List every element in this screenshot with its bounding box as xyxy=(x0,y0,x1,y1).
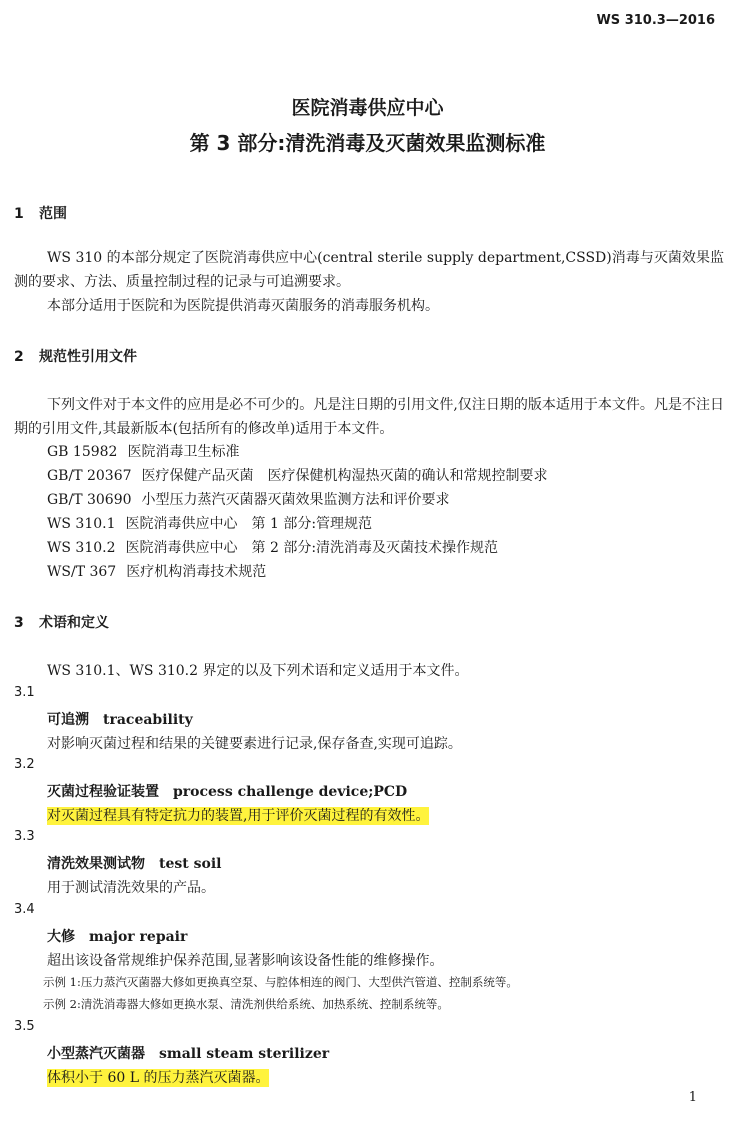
term-example: 示例 2:清洗消毒器大修如更换水泵、清洗剂供给系统、加热系统、控制系统等。 xyxy=(43,997,449,1011)
term-definition-highlighted xyxy=(47,805,429,825)
term-number: 3.1 xyxy=(14,685,35,700)
term-definition: 对影响灭菌过程和结果的关键要素进行记录,保存备查,实现可追踪。 xyxy=(47,736,462,752)
reference-title: 医疗保健产品灭菌 医疗保健机构湿热灭菌的确认和常规控制要求 xyxy=(141,468,548,484)
term-definition: 超出该设备常规维护保养范围,显著影响该设备性能的维修操作。 xyxy=(47,953,444,969)
term-english: small steam sterilizer xyxy=(159,1046,330,1062)
term-number: 3.4 xyxy=(14,902,35,917)
term-heading xyxy=(47,1043,329,1063)
section-number: 1 xyxy=(14,206,24,222)
reference-item xyxy=(47,537,498,557)
reference-title: 医院消毒供应中心 第 2 部分:清洗消毒及灭菌技术操作规范 xyxy=(125,540,499,556)
section-1-paragraph-2: 本部分适用于医院和为医院提供消毒灭菌服务的消毒服务机构。 xyxy=(47,298,439,314)
term-heading xyxy=(47,926,187,946)
term-definition-highlighted xyxy=(47,1067,269,1087)
term-number: 3.2 xyxy=(14,757,35,772)
term-number: 3.3 xyxy=(14,829,35,844)
reference-item xyxy=(47,561,266,581)
reference-item xyxy=(47,513,372,533)
term-number: 3.5 xyxy=(14,1019,35,1034)
section-number: 2 xyxy=(14,349,24,365)
term-chinese: 灭菌过程验证装置 xyxy=(47,784,159,800)
reference-title: 医院消毒卫生标准 xyxy=(127,444,240,460)
section-title: 规范性引用文件 xyxy=(39,349,137,365)
reference-code: GB 15982 xyxy=(47,444,118,460)
reference-code: GB/T 20367 xyxy=(47,468,132,484)
term-definition: 用于测试清洗效果的产品。 xyxy=(47,880,215,896)
term-chinese: 小型蒸汽灭菌器 xyxy=(47,1046,145,1062)
reference-code: WS/T 367 xyxy=(47,564,117,580)
section-title: 范围 xyxy=(39,206,67,222)
highlight-marker: 体积小于 60 L 的压力蒸汽灭菌器。 xyxy=(47,1070,270,1086)
term-english: process challenge device;PCD xyxy=(173,784,408,800)
section-number: 3 xyxy=(14,615,24,631)
document-title-line2: 第 3 部分:清洗消毒及灭菌效果监测标准 xyxy=(189,131,546,155)
reference-title: 医疗机构消毒技术规范 xyxy=(126,564,267,580)
standard-code: WS 310.3—2016 xyxy=(596,13,715,28)
term-chinese: 大修 xyxy=(47,929,75,945)
section-1-paragraph-1: WS 310 的本部分规定了医院消毒供应中心(central sterile supply department,CSSD)消毒与灭菌效果监测的要求、方法、质量控制过程的记录与可追溯要求。 xyxy=(14,250,724,290)
term-heading xyxy=(47,781,407,801)
term-english: test soil xyxy=(159,856,222,872)
section-3-heading xyxy=(14,612,109,632)
section-title: 术语和定义 xyxy=(39,615,109,631)
term-english: traceability xyxy=(103,712,193,728)
term-heading xyxy=(47,853,221,873)
section-3-intro: WS 310.1、WS 310.2 界定的以及下列术语和定义适用于本文件。 xyxy=(47,663,469,679)
reference-item xyxy=(47,489,450,509)
page-number: 1 xyxy=(688,1090,697,1105)
section-2-heading xyxy=(14,346,137,366)
term-heading xyxy=(47,709,193,729)
term-chinese: 可追溯 xyxy=(47,712,89,728)
highlight-marker: 对灭菌过程具有特定抗力的装置,用于评价灭菌过程的有效性。 xyxy=(47,808,430,824)
reference-code: WS 310.1 xyxy=(47,516,116,532)
document-title-line1: 医院消毒供应中心 xyxy=(291,97,444,119)
term-english: major repair xyxy=(89,929,188,945)
section-1-heading xyxy=(14,203,67,223)
reference-code: GB/T 30690 xyxy=(47,492,132,508)
reference-title: 医院消毒供应中心 第 1 部分:管理规范 xyxy=(125,516,373,532)
term-chinese: 清洗效果测试物 xyxy=(47,856,145,872)
reference-item xyxy=(47,441,239,461)
term-example: 示例 1:压力蒸汽灭菌器大修如更换真空泵、与腔体相连的阀门、大型供汽管道、控制系统等。 xyxy=(43,975,518,989)
reference-title: 小型压力蒸汽灭菌器灭菌效果监测方法和评价要求 xyxy=(141,492,450,508)
reference-code: WS 310.2 xyxy=(47,540,116,556)
reference-item xyxy=(47,465,548,485)
section-2-paragraph-1: 下列文件对于本文件的应用是必不可少的。凡是注日期的引用文件,仅注日期的版本适用于本文件。凡是不注日期的引用文件,其最新版本(包括所有的修改单)适用于本文件。 xyxy=(14,397,724,437)
